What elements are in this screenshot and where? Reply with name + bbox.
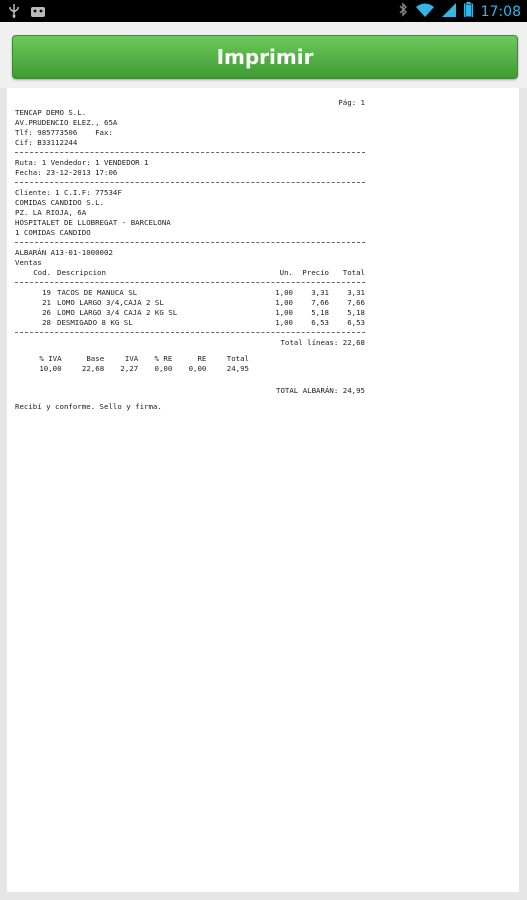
line-precio: 5,18 [311, 308, 329, 317]
tax-value: 0,00 [188, 364, 207, 373]
lines-header [15, 268, 365, 278]
line-precio: 7,66 [311, 298, 329, 307]
tax-value: 24,95 [226, 364, 249, 373]
tax-col: RE [197, 354, 207, 363]
table-row [15, 318, 365, 328]
ticket-date: Fecha: 23-12-2013 17:06 [15, 168, 118, 177]
lines-table [15, 268, 365, 278]
line-desc: TACOS DE MANUCA SL [57, 288, 138, 297]
tax-col: IVA [124, 354, 139, 363]
line-precio: 3,31 [311, 288, 329, 297]
line-un: 1,00 [275, 288, 293, 297]
usb-icon [8, 3, 20, 22]
tax-values [19, 364, 249, 374]
tax-value: 22,68 [81, 364, 105, 373]
client-name: COMIDAS CANDIDO S.L. [15, 198, 104, 207]
total-lines: Total líneas: 22,68 [280, 338, 365, 347]
line-total: 5,18 [347, 308, 365, 317]
ticket-preview[interactable] [7, 88, 519, 892]
company-name: TENCAP DEMO S.L. [15, 108, 87, 117]
line-total: 6,53 [347, 318, 365, 327]
col-cod: Cod. [33, 268, 51, 277]
col-precio: Precio [302, 268, 329, 277]
col-descripcion: Descripcion [57, 268, 106, 277]
signal-icon [442, 3, 456, 21]
tax-col: % RE [154, 354, 173, 363]
line-precio: 6,53 [311, 318, 329, 327]
client-id: Cliente: 1 C.I.F: 77534F [15, 188, 122, 197]
tax-value: 10,00 [39, 364, 62, 373]
col-un: Un. [279, 268, 293, 277]
line-un: 1,00 [275, 318, 293, 327]
battery-icon [464, 2, 473, 21]
separator [15, 152, 365, 153]
line-cod: 28 [42, 318, 51, 327]
table-row [15, 288, 365, 298]
signature-note: Recibí y conforme. Sello y firma. [15, 402, 162, 411]
line-desc: DESMIGADO 8 KG SL [57, 318, 133, 327]
ticket-content [15, 98, 365, 412]
clock: 17:08 [480, 3, 521, 20]
company-phone: Tlf: 985773506 Fax: [15, 128, 113, 137]
line-desc: LOMO LARGO 3/4,CAJA 2 SL [57, 298, 164, 307]
line-cod: 21 [42, 298, 51, 307]
client-street: PZ. LA RIOJA, 6A [15, 208, 87, 217]
status-bar [0, 0, 527, 22]
separator [15, 242, 365, 243]
page-number: Pág: 1 [338, 98, 365, 107]
toolbar [0, 22, 527, 88]
col-total: Total [342, 268, 365, 277]
tax-value: 2,27 [120, 364, 139, 373]
separator [15, 182, 365, 183]
separator [15, 332, 365, 333]
company-address: AV.PRUDENCIO ELEZ., 65A [15, 118, 118, 127]
company-cif: Cif: B33112244 [15, 138, 78, 147]
client-city: HOSPITALET DE LLOBREGAT - BARCELONA [15, 218, 171, 227]
line-total: 7,66 [347, 298, 365, 307]
total-albaran: TOTAL ALBARÁN: 24,95 [276, 386, 365, 395]
line-cod: 19 [42, 288, 51, 297]
line-desc: LOMO LARGO 3/4 CAJA 2 KG SL [57, 308, 178, 317]
section-label: Ventas [15, 258, 42, 267]
tax-col: Base [86, 354, 105, 363]
tax-header [19, 354, 249, 364]
line-cod: 26 [42, 308, 51, 317]
table-row [15, 298, 365, 308]
line-un: 1,00 [275, 298, 293, 307]
albaran-number: ALBARÁN A13-01-1000002 [15, 248, 113, 257]
bluetooth-icon [398, 2, 408, 21]
tax-table [19, 354, 249, 374]
client-commercial: 1 COMIDAS CANDIDO [15, 228, 91, 237]
lines-body [15, 288, 365, 328]
table-row [15, 308, 365, 318]
print-button[interactable]: Imprimir [12, 35, 518, 79]
route-seller: Ruta: 1 Vendedor: 1 VENDEDOR 1 [15, 158, 149, 167]
tax-col: % IVA [39, 354, 62, 363]
tax-value: 0,00 [154, 364, 173, 373]
android-icon [30, 3, 46, 22]
tax-col: Total [226, 354, 249, 363]
line-total: 3,31 [347, 288, 365, 297]
separator [15, 282, 365, 283]
line-un: 1,00 [275, 308, 293, 317]
wifi-icon [416, 3, 434, 21]
